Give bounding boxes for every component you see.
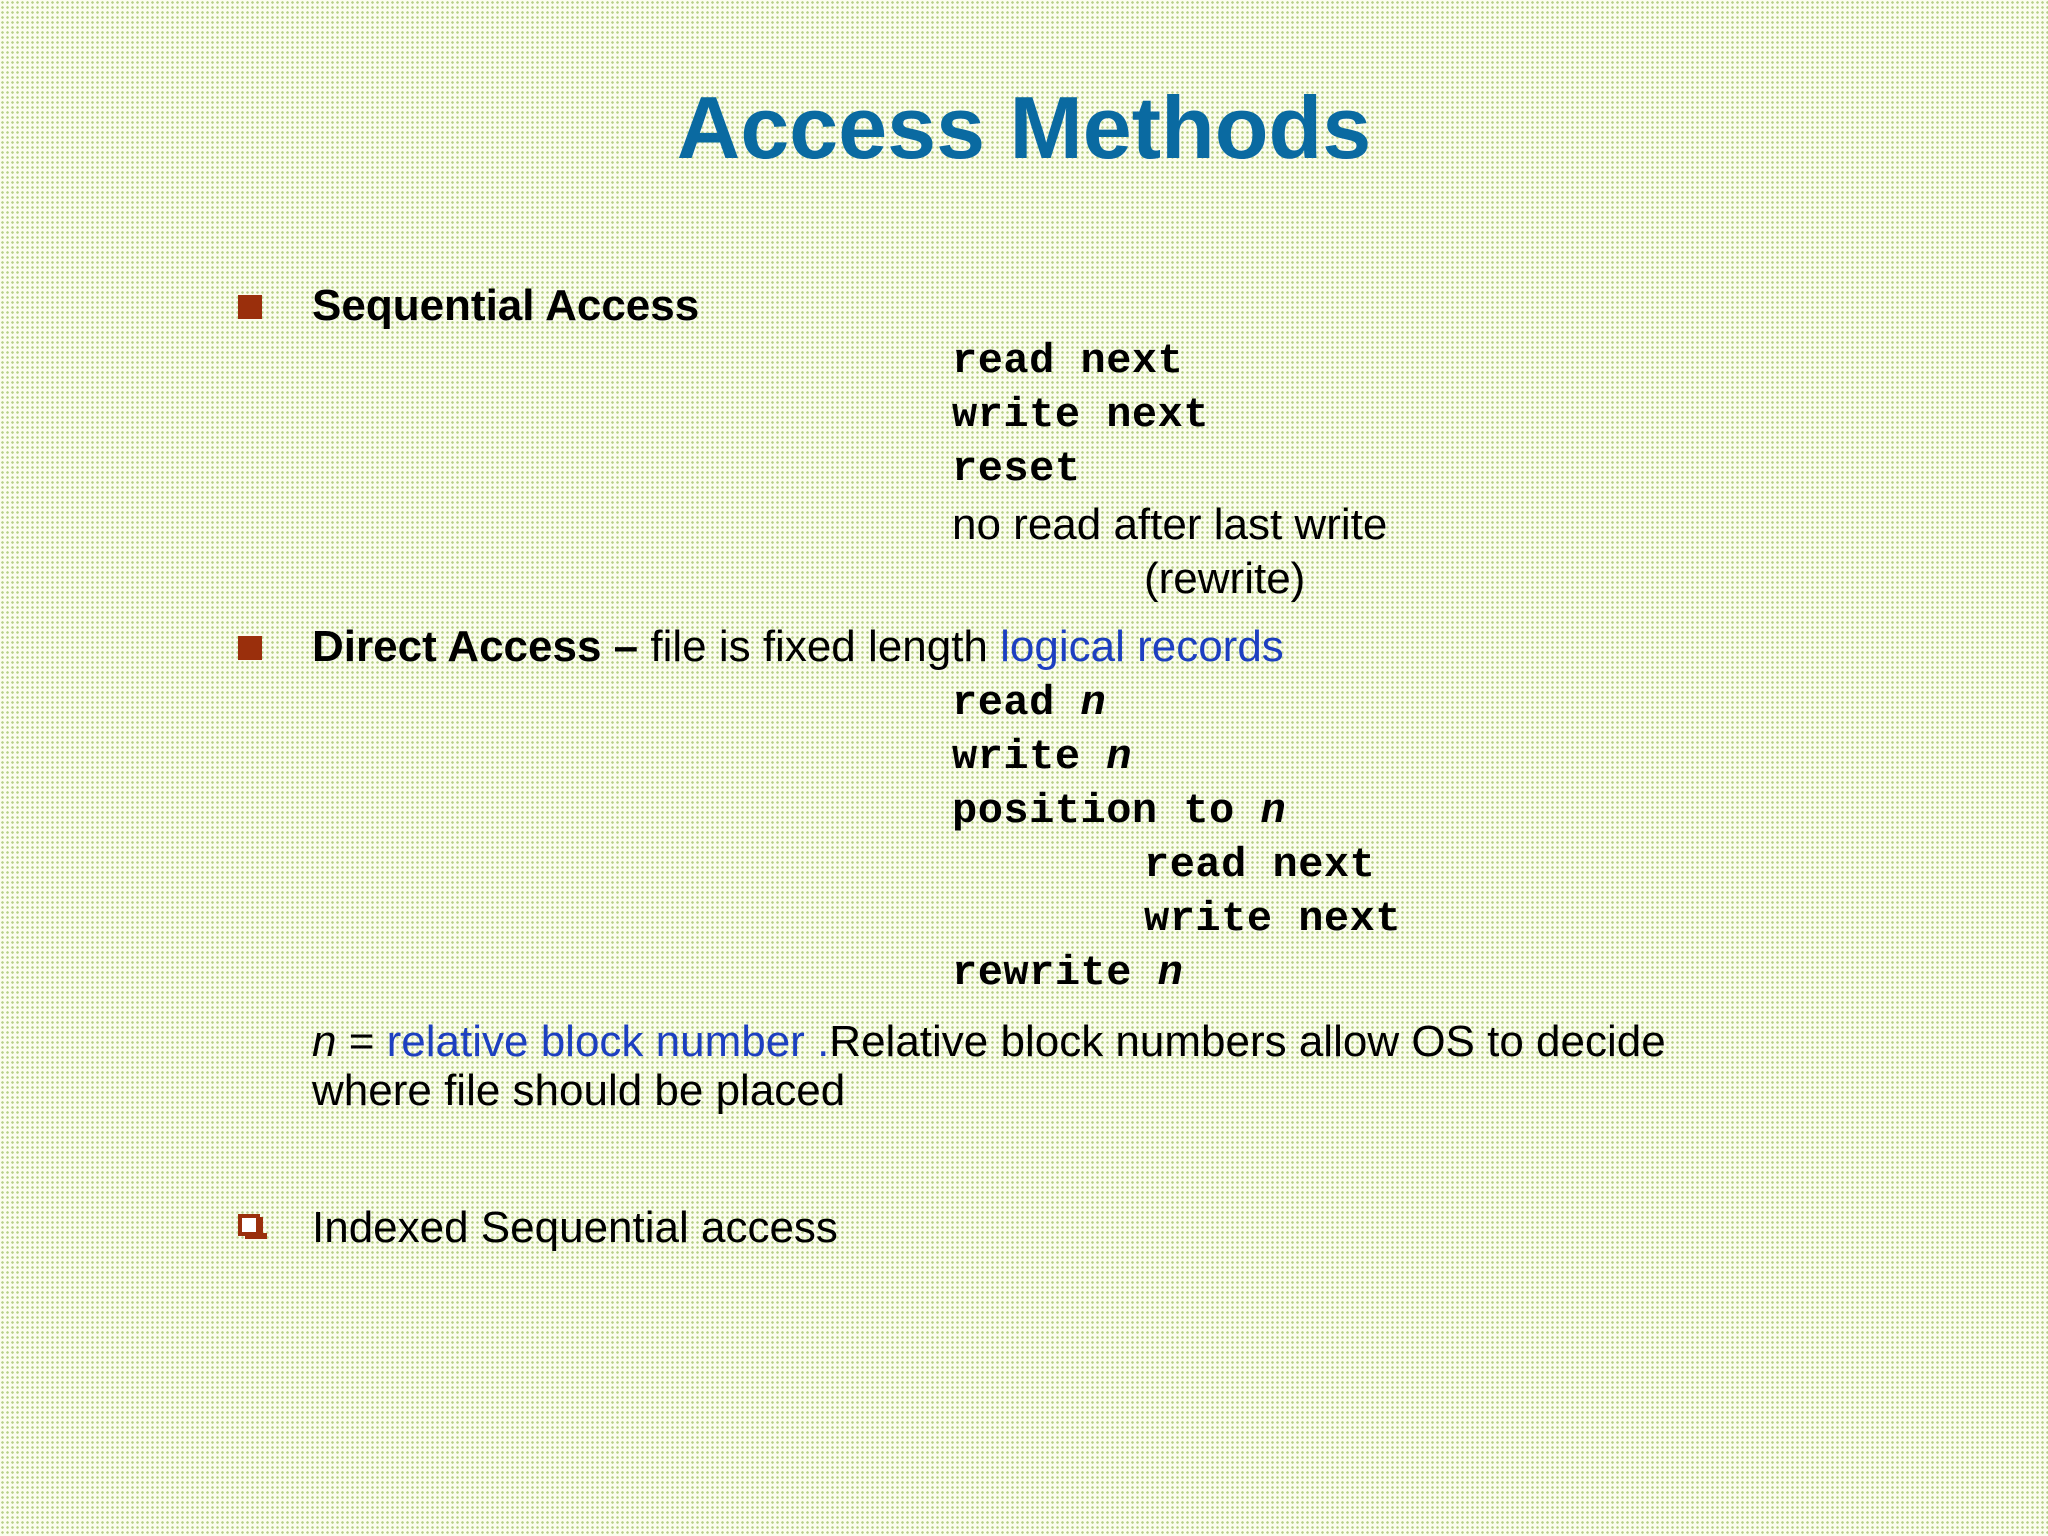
slide-title: Access Methods: [676, 78, 1372, 177]
logical-records-term: logical records: [1000, 622, 1284, 671]
direct-op-read: read n: [952, 679, 1107, 727]
direct-op-read-next: read next: [1144, 841, 1376, 889]
sequential-op-reset: reset: [952, 445, 1081, 493]
var-n: n: [312, 1017, 337, 1066]
var-n: n: [1260, 787, 1287, 835]
bullet-square-icon: [238, 636, 262, 660]
sequential-access-heading: Sequential Access: [312, 281, 700, 330]
relative-block-line1: n = relative block number .Relative block numbers allow OS to decide: [312, 1017, 1666, 1066]
bullet-square-icon: [238, 295, 262, 319]
relative-block-number-term: relative block number: [386, 1017, 805, 1066]
direct-op-write: write n: [952, 733, 1132, 781]
direct-access-desc: file is fixed length: [638, 622, 1001, 671]
direct-op-rewrite: rewrite n: [952, 949, 1184, 997]
var-n: n: [1157, 949, 1184, 997]
sequential-note-line2: (rewrite): [1144, 554, 1306, 603]
hollow-square-bullet-icon: [238, 1214, 260, 1236]
relative-block-line2: where file should be placed: [312, 1066, 846, 1115]
sequential-note-line1: no read after last write: [952, 500, 1388, 549]
var-n: n: [1080, 679, 1107, 727]
direct-op-position: position to n: [952, 787, 1287, 835]
direct-access-line: [312, 621, 1284, 673]
sequential-op-read-next: read next: [952, 337, 1184, 385]
sequential-op-write-next: write next: [952, 391, 1210, 439]
var-n: n: [1106, 733, 1132, 781]
indexed-sequential-label: Indexed Sequential access: [312, 1203, 838, 1252]
direct-access-heading: Direct Access –: [312, 622, 639, 671]
direct-op-write-next: write next: [1144, 895, 1402, 943]
